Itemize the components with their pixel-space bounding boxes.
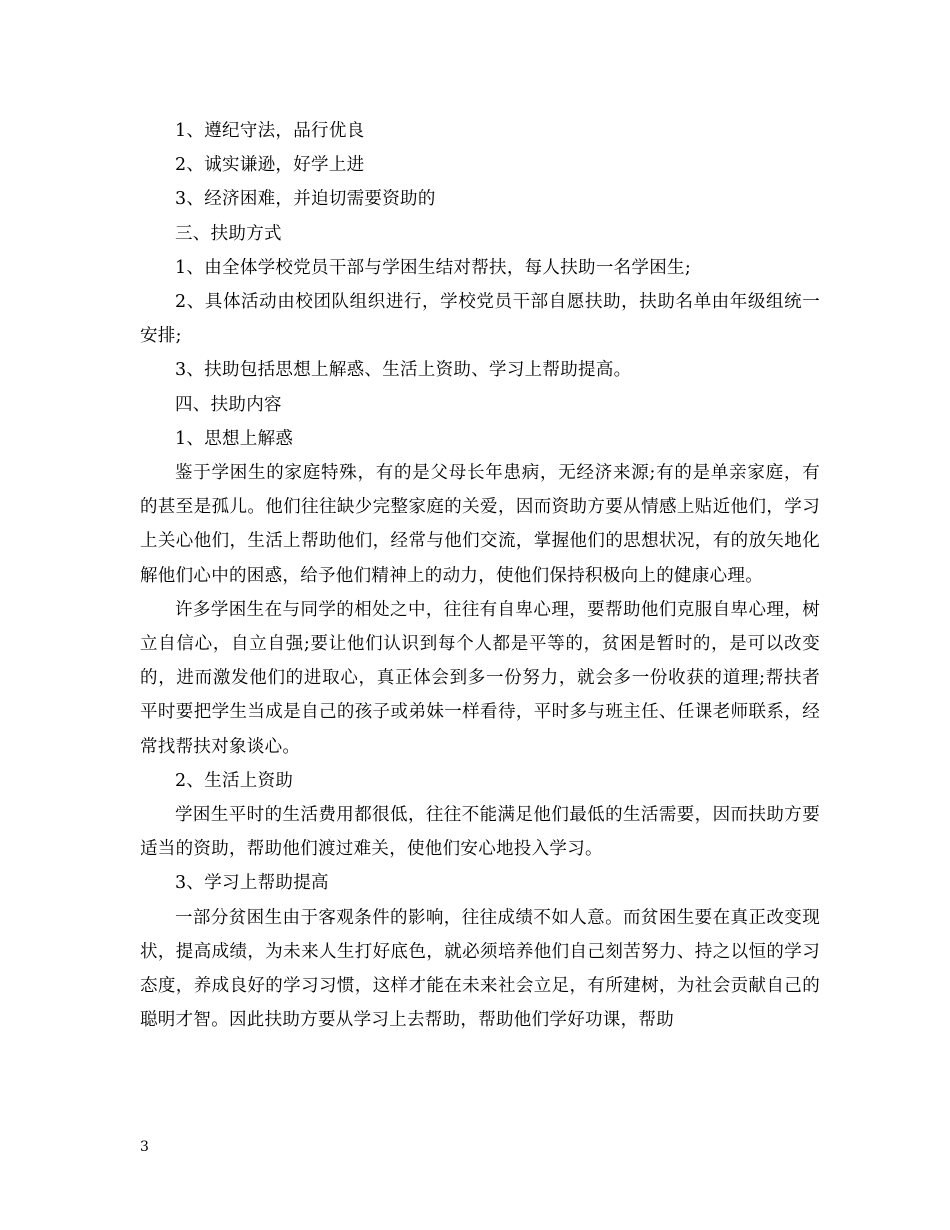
- body-text: [140, 114, 820, 1037]
- paragraph-eligibility-3: 3、经济困难，并迫切需要资助的: [175, 189, 436, 210]
- paragraph-eligibility-2: 2、诚实谦逊，好学上进: [175, 155, 365, 176]
- subheading-living: 2、生活上资助: [175, 770, 294, 791]
- paragraph-living: 学困生平时的生活费用都很低，往往不能满足他们最低的生活需要，因而扶助方要适当的资助，帮助他们渡过难关，使他们安心地投入学习。: [140, 805, 820, 860]
- paragraph-thought-1: 鉴于学困生的家庭特殊，有的是父母长年患病，无经济来源;有的是单亲家庭，有的甚至是孤儿。他们往往缺少完整家庭的关爱，因而资助方要从情感上贴近他们，学习上关心他们，生活上帮助他们，经常与他们交流，掌握他们的思想状况，有的放矢地化解他们心中的困惑，给予他们精神上的动力，使他们保持积极向上的健康心理。: [140, 463, 820, 586]
- paragraph-method-3: 3、扶助包括思想上解惑、生活上资助、学习上帮助提高。: [175, 360, 632, 381]
- paragraph-thought-2: 许多学困生在与同学的相处之中，往往有自卑心理，要帮助他们克服自卑心理，树立自信心，自立自强;要让他们认识到每个人都是平等的，贫困是暂时的，是可以改变的，进而激发他们的进取心，真正体会到多一份努力，就会多一份收获的道理;帮扶者平时要把学生当成是自己的孩子或弟妹一样看待，平时多与班主任、任课老师联系，经常找帮扶对象谈心。: [140, 599, 820, 757]
- paragraph-eligibility-1: 1、遵纪守法，品行优良: [175, 121, 365, 141]
- subheading-thought: 1、思想上解惑: [175, 428, 294, 449]
- section-heading-method: 三、扶助方式: [175, 223, 282, 244]
- paragraph-study: 一部分贫困生由于客观条件的影响，往往成绩不如人意。而贫困生要在真正改变现状，提高成绩，为未来人生打好底色，就必须培养他们自己刻苦努力、持之以恒的学习态度，养成良好的学习习惯，这样才能在未来社会立足，有所建树，为社会贡献自己的聪明才智。因此扶助方要从学习上去帮助，帮助他们学好功课，帮助: [140, 907, 820, 1031]
- section-heading-content: 四、扶助内容: [175, 394, 282, 415]
- paragraph-method-2: 2、具体活动由校团队组织进行，学校党员干部自愿扶助，扶助名单由年级组统一安排;: [140, 292, 820, 347]
- paragraph-method-1: 1、由全体学校党员干部与学困生结对帮扶，每人扶助一名学困生;: [175, 257, 692, 278]
- subheading-study: 3、学习上帮助提高: [175, 873, 329, 894]
- page-number: 3: [140, 1139, 149, 1155]
